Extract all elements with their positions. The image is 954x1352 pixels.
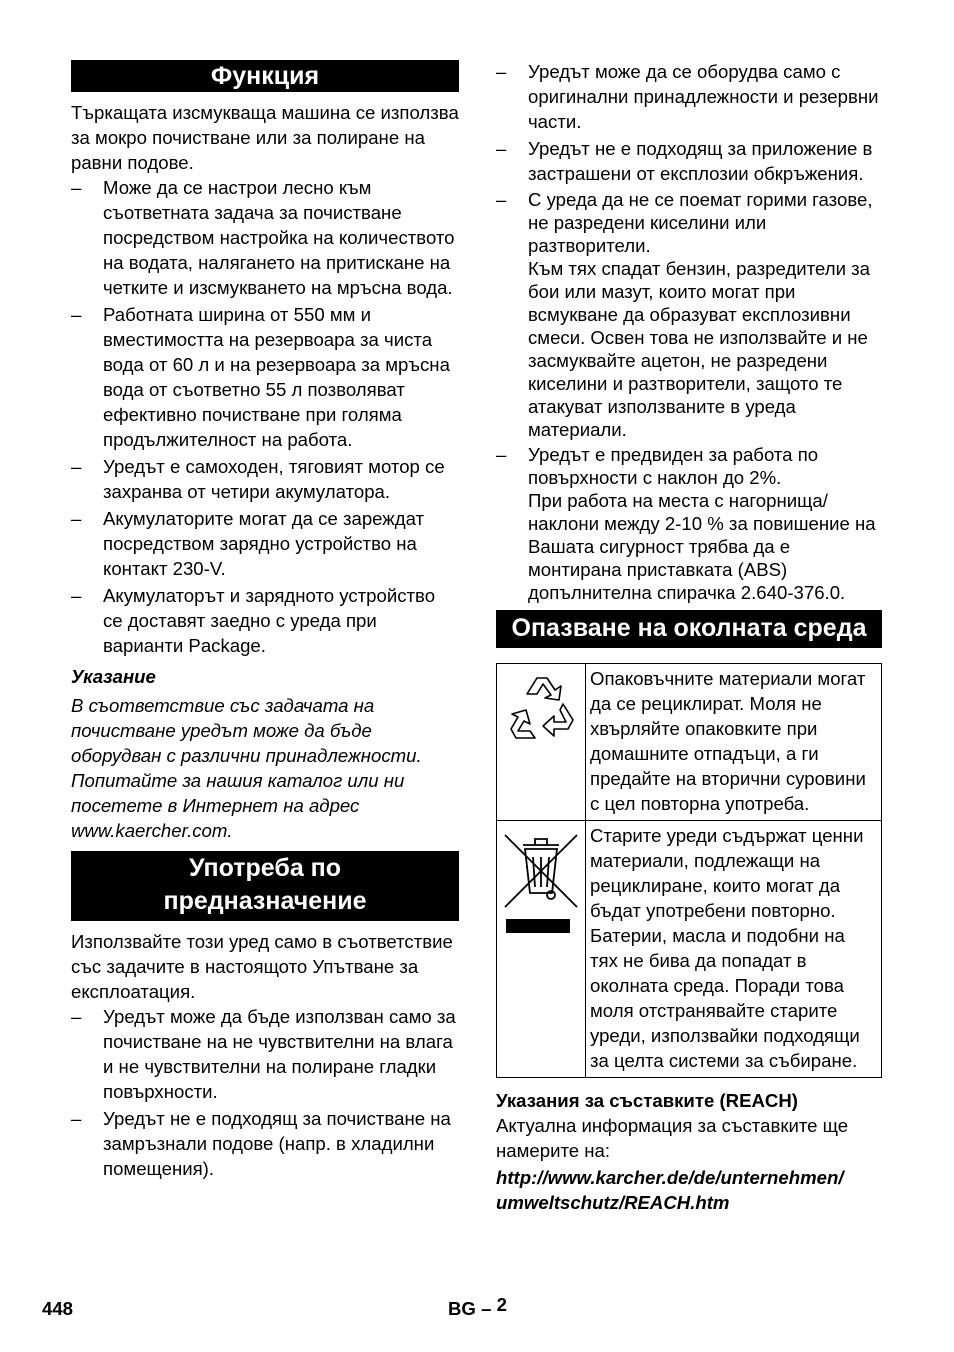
list-dash: –: [71, 585, 82, 606]
list-dash: –: [71, 508, 82, 529]
list-dash: –: [496, 138, 507, 159]
intended-use-intro: Използвайте този уред само в съответствие със задачите в настоящото Упътване за експлоатация.: [71, 931, 453, 1002]
table-row: [497, 664, 882, 821]
list-item: – Може да се настрои лесно към съответната задача за почистване посредством настройка на количеството на водата, налягането на притискане на четките и изсмукването на мръсна вода.: [71, 177, 455, 298]
environment-heading: Опазване на околната среда: [496, 610, 882, 648]
left-column: [71, 60, 459, 1183]
intended-use-list-left: [71, 1004, 459, 1181]
list-item: – Уредът може да се оборудва само с оригинални принадлежности и резервни части.: [496, 61, 879, 132]
intended-use-heading: Употреба по предназначение: [71, 851, 459, 921]
crossed-bin-icon: [497, 821, 585, 941]
list-item: – Акумулаторът и зарядното устройство се доставят заедно с уреда при варианти Package.: [71, 585, 436, 656]
page-number: 448: [42, 1298, 74, 1319]
lang-page-label: BG – 2: [448, 1294, 507, 1319]
function-list: [71, 175, 459, 658]
intended-use-list-right: [496, 59, 882, 604]
reach-text: Актуална информация за съставките ще намерите на:: [496, 1115, 849, 1161]
list-item: – Работната ширина от 550 мм и вместимостта на резервоара за чиста вода от 60 л и на резервоара за мръсна вода от съответно 55 л позволяват ефективно почистване при голяма продължителност на работа.: [71, 304, 450, 450]
right-column: [496, 59, 882, 1215]
recycle-icon-cell: [497, 664, 586, 821]
list-item: – Уредът е предвиден за работа по повърхности с наклон до 2%. При работа на места с нагорнища/наклони между 2-10 % за повишение на Вашата сигурност трябва да е монтирана приставката (ABS) допълнителна спирачка 2.640-376.0.: [496, 444, 876, 603]
list-item: – Уредът не е подходящ за приложение в застрашени от експлозии обкръжения.: [496, 138, 873, 184]
note-title: Указание: [71, 666, 156, 687]
weee-text: Старите уреди съдържат ценни материали, подлежащи на рециклиране, които могат да бъдат употребени повторно. Батерии, масла и подобни на тях не бива да попадат в околната среда. Поради това моля отстранявайте старите уреди, използвайки подходящи за целта системи за събиране.: [586, 821, 882, 1078]
reach-url[interactable]: http://www.karcher.de/de/unternehmen/ umweltschutz/REACH.htm: [496, 1167, 844, 1213]
list-dash: –: [71, 456, 82, 477]
list-dash: –: [71, 304, 82, 325]
function-heading: Функция: [71, 60, 459, 92]
list-dash: –: [71, 177, 82, 198]
list-item: – Уредът е самоходен, тяговият мотор се захранва от четири акумулатора.: [71, 456, 445, 502]
note-text: В съответствие със задачата на почистване уредът може да бъде оборудван с различни принадлежности. Попитайте за нашия каталог или ни посетете в Интернет на адрес www.kaercher.com.: [71, 695, 422, 841]
list-item: – Акумулаторите могат да се зареждат посредством зарядно устройство на контакт 230-V.: [71, 508, 425, 579]
recycle-text: Опаковъчните материали могат да се рециклират. Моля не хвърляйте опаковките при домашните отпадъци, а ги предайте на вторични суровини с цел повторна употреба.: [586, 664, 882, 821]
list-dash: –: [496, 444, 507, 465]
environment-table: [496, 663, 882, 1078]
weee-icon-cell: [497, 821, 586, 1078]
function-intro: Търкащата изсмукваща машина се използва за мокро почистване или за полиране на равни подове.: [71, 102, 459, 173]
table-row: [497, 821, 882, 1078]
list-item: – С уреда да не се поемат горими газове, не разредени киселини или разтворители. Към тях спадат бензин, разредители за бои или мазут, които могат при всмукване да образуват експлозивни смеси. Освен това не използвайте и не засмуквайте ацетон, не разредени киселини и разтворители, защото те атакуват използваните в уреда материали.: [496, 189, 873, 440]
recycle-icon: [497, 664, 585, 754]
list-dash: –: [496, 61, 507, 82]
list-item: – Уредът не е подходящ за почистване на замръзнали подове (напр. в хладилни помещения).: [71, 1108, 451, 1179]
list-dash: –: [496, 189, 507, 210]
reach-title: Указания за съставките (REACH): [496, 1090, 798, 1111]
list-item: – Уредът може да бъде използван само за почистване на не чувствителни на влага и не чувствителни на полиране гладки повърхности.: [71, 1006, 456, 1102]
list-dash: –: [71, 1006, 82, 1027]
list-dash: –: [71, 1108, 82, 1129]
